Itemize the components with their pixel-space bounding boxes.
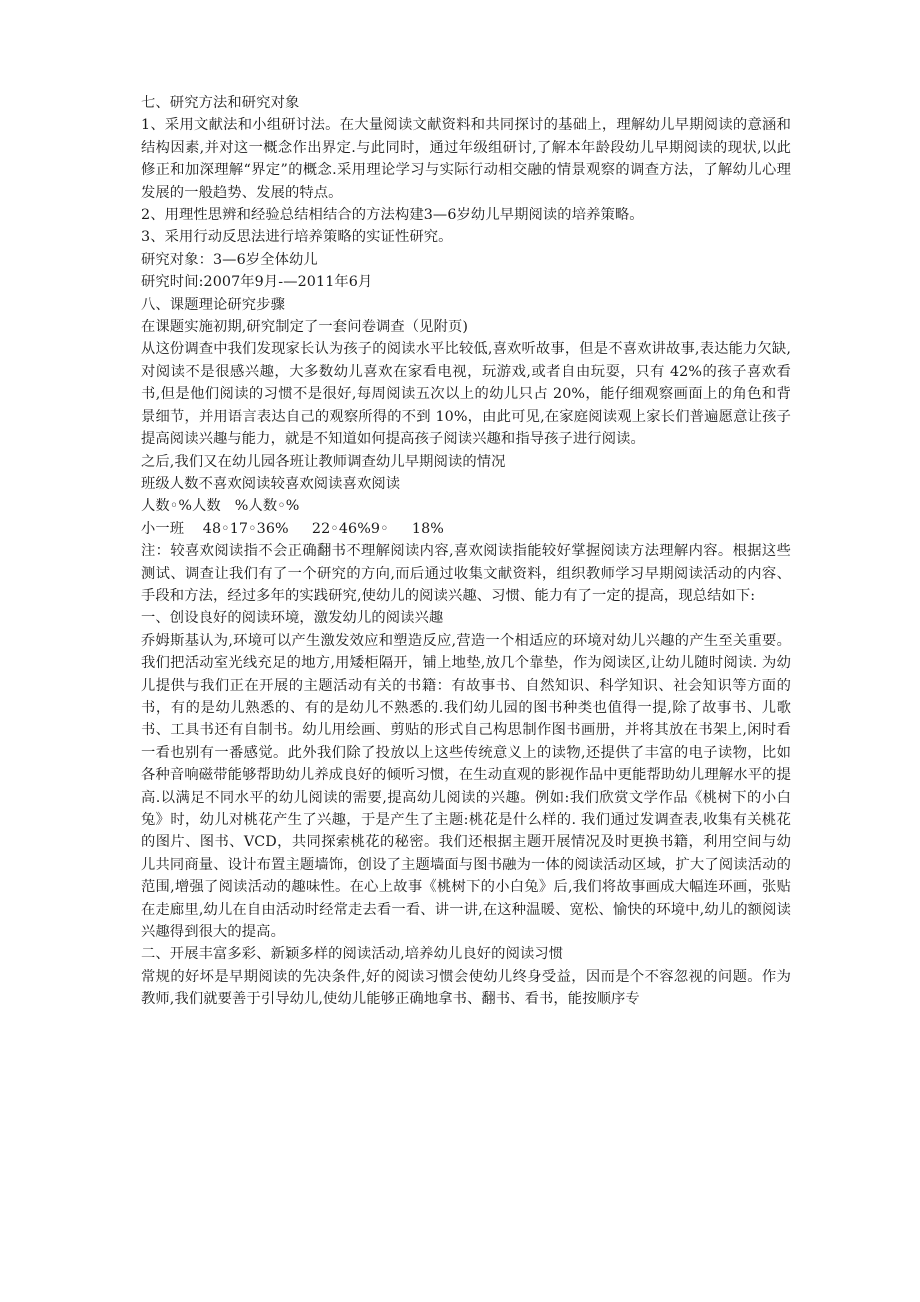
paragraph-questionnaire: 在课题实施初期,研究制定了一套问卷调查（见附页) xyxy=(141,319,469,336)
table-header-row: 班级人数不喜欢阅读较喜欢阅读喜欢阅读 xyxy=(141,475,401,492)
table-subheader-row: 人数◦%人数 %人数◦% xyxy=(141,498,300,515)
paragraph-note: 注：较喜欢阅读指不会正确翻书不理解阅读内容,喜欢阅读指能较好掌握阅读方法理解内容。根据这些测试、调查让我们有了一个研究的方向,而后通过收集文献资料，组织教师学习早期阅读活动的内容、手段和方法，经过多年的实践研究,使幼儿的阅读兴趣、习惯、能力有了一定的提高，现总结如下: xyxy=(141,543,791,604)
section-heading-activities: 二、开展丰富多彩、新颖多样的阅读活动,培养幼儿良好的阅读习惯 xyxy=(141,946,564,963)
document-page xyxy=(141,92,791,1011)
paragraph-method-1: 1、采用文献法和小组研讨法。在大量阅读文献资料和共同探讨的基础上，理解幼儿早期阅读的意涵和结构因素,并对这一概念作出界定.与此同时，通过年级组研讨,了解本年龄段幼儿早期阅读的现状,以此修正和加深理解“界定”的概念.采用理论学习与实际行动相交融的情景观察的调查方法，了解幼儿心理发展的一般趋势、发展的特点。 xyxy=(141,117,791,201)
section-heading-steps: 八、课题理论研究步骤 xyxy=(141,296,285,313)
paragraph-research-subjects: 研究对象：3—6岁全体幼儿 xyxy=(141,251,318,268)
paragraph-method-3: 3、采用行动反思法进行培养策略的实证性研究。 xyxy=(141,229,453,246)
paragraph-habits: 常规的好坏是早期阅读的先决条件,好的阅读习惯会使幼儿终身受益，因而是个不容忽视的问题。作为教师,我们就要善于引导幼儿,使幼儿能够正确地拿书、翻书、看书，能按顺序专 xyxy=(141,968,791,1008)
paragraph-survey-findings: 从这份调查中我们发现家长认为孩子的阅读水平比较低,喜欢听故事，但是不喜欢讲故事,表达能力欠缺,对阅读不是很感兴趣，大多数幼儿喜欢在家看电视，玩游戏,或者自由玩耍，只有 42%的孩子喜欢看书,但是他们阅读的习惯不是很好,每周阅读五次以上的幼儿只占 20%，能仔细观察画面上的角色和背景细节，并用语言表达自己的观察所得的不到 10%，由此可见,在家庭阅读观上家长们普遍愿意让孩子提高阅读兴趣与能力，就是不知道如何提高孩子阅读兴趣和指导孩子进行阅读。 xyxy=(141,341,791,448)
section-heading-environment: 一、创设良好的阅读环境，激发幼儿的阅读兴趣 xyxy=(141,610,444,627)
section-heading-methods: 七、研究方法和研究对象 xyxy=(141,95,300,111)
paragraph-teacher-survey: 之后,我们又在幼儿园各班让教师调查幼儿早期阅读的情况 xyxy=(141,453,506,470)
paragraph-environment: 乔姆斯基认为,环境可以产生激发效应和塑造反应,营造一个相适应的环境对幼儿兴趣的产生至关重要。我们把活动室光线充足的地方,用矮柜隔开，铺上地垫,放几个靠垫，作为阅读区,让幼儿随时阅读. 为幼儿提供与我们正在开展的主题活动有关的书籍：有故事书、自然知识、科学知识、社会知识等方面的书，有的是幼儿熟悉的、有的是幼儿不熟悉的.我们幼儿园的图书种类也值得一提,除了故事书、儿歌书、工具书还有自制书。幼儿用绘画、剪贴的形式自己构思制作图书画册，并将其放在书架上,闲时看一看也别有一番感觉。此外我们除了投放以上这些传统意义上的读物,还提供了丰富的电子读物，比如各种音响磁带能够帮助幼儿养成良好的倾听习惯，在生动直观的影视作品中更能帮助幼儿理解水平的提高.以满足不同水平的幼儿阅读的需要,提高幼儿阅读的兴趣。例如:我们欣赏文学作品《桃树下的小白兔》时，幼儿对桃花产生了兴趣，于是产生了主题:桃花是什么样的. 我们通过发调查表,收集有关桃花的图片、图书、VCD，共同探索桃花的秘密。我们还根据主题开展情况及时更换书籍，利用空间与幼儿共同商量、设计布置主题墙饰，创设了主题墙面与图书融为一体的阅读活动区域，扩大了阅读活动的范围,增强了阅读活动的趣味性。在心上故事《桃树下的小白兔》后,我们将故事画成大幅连环画，张贴在走廊里,幼儿在自由活动时经常走去看一看、讲一讲,在这种温暖、宽松、愉快的环境中,幼儿的额阅读兴趣得到很大的提高。 xyxy=(141,632,791,941)
table-data-row: 小一班 48◦17◦36% 22◦46%9◦ 18% xyxy=(141,520,444,537)
paragraph-research-time: 研究时间:2007年9月-—2011年6月 xyxy=(141,274,373,291)
paragraph-method-2: 2、用理性思辨和经验总结相结合的方法构建3—6岁幼儿早期阅读的培养策略。 xyxy=(141,207,644,224)
